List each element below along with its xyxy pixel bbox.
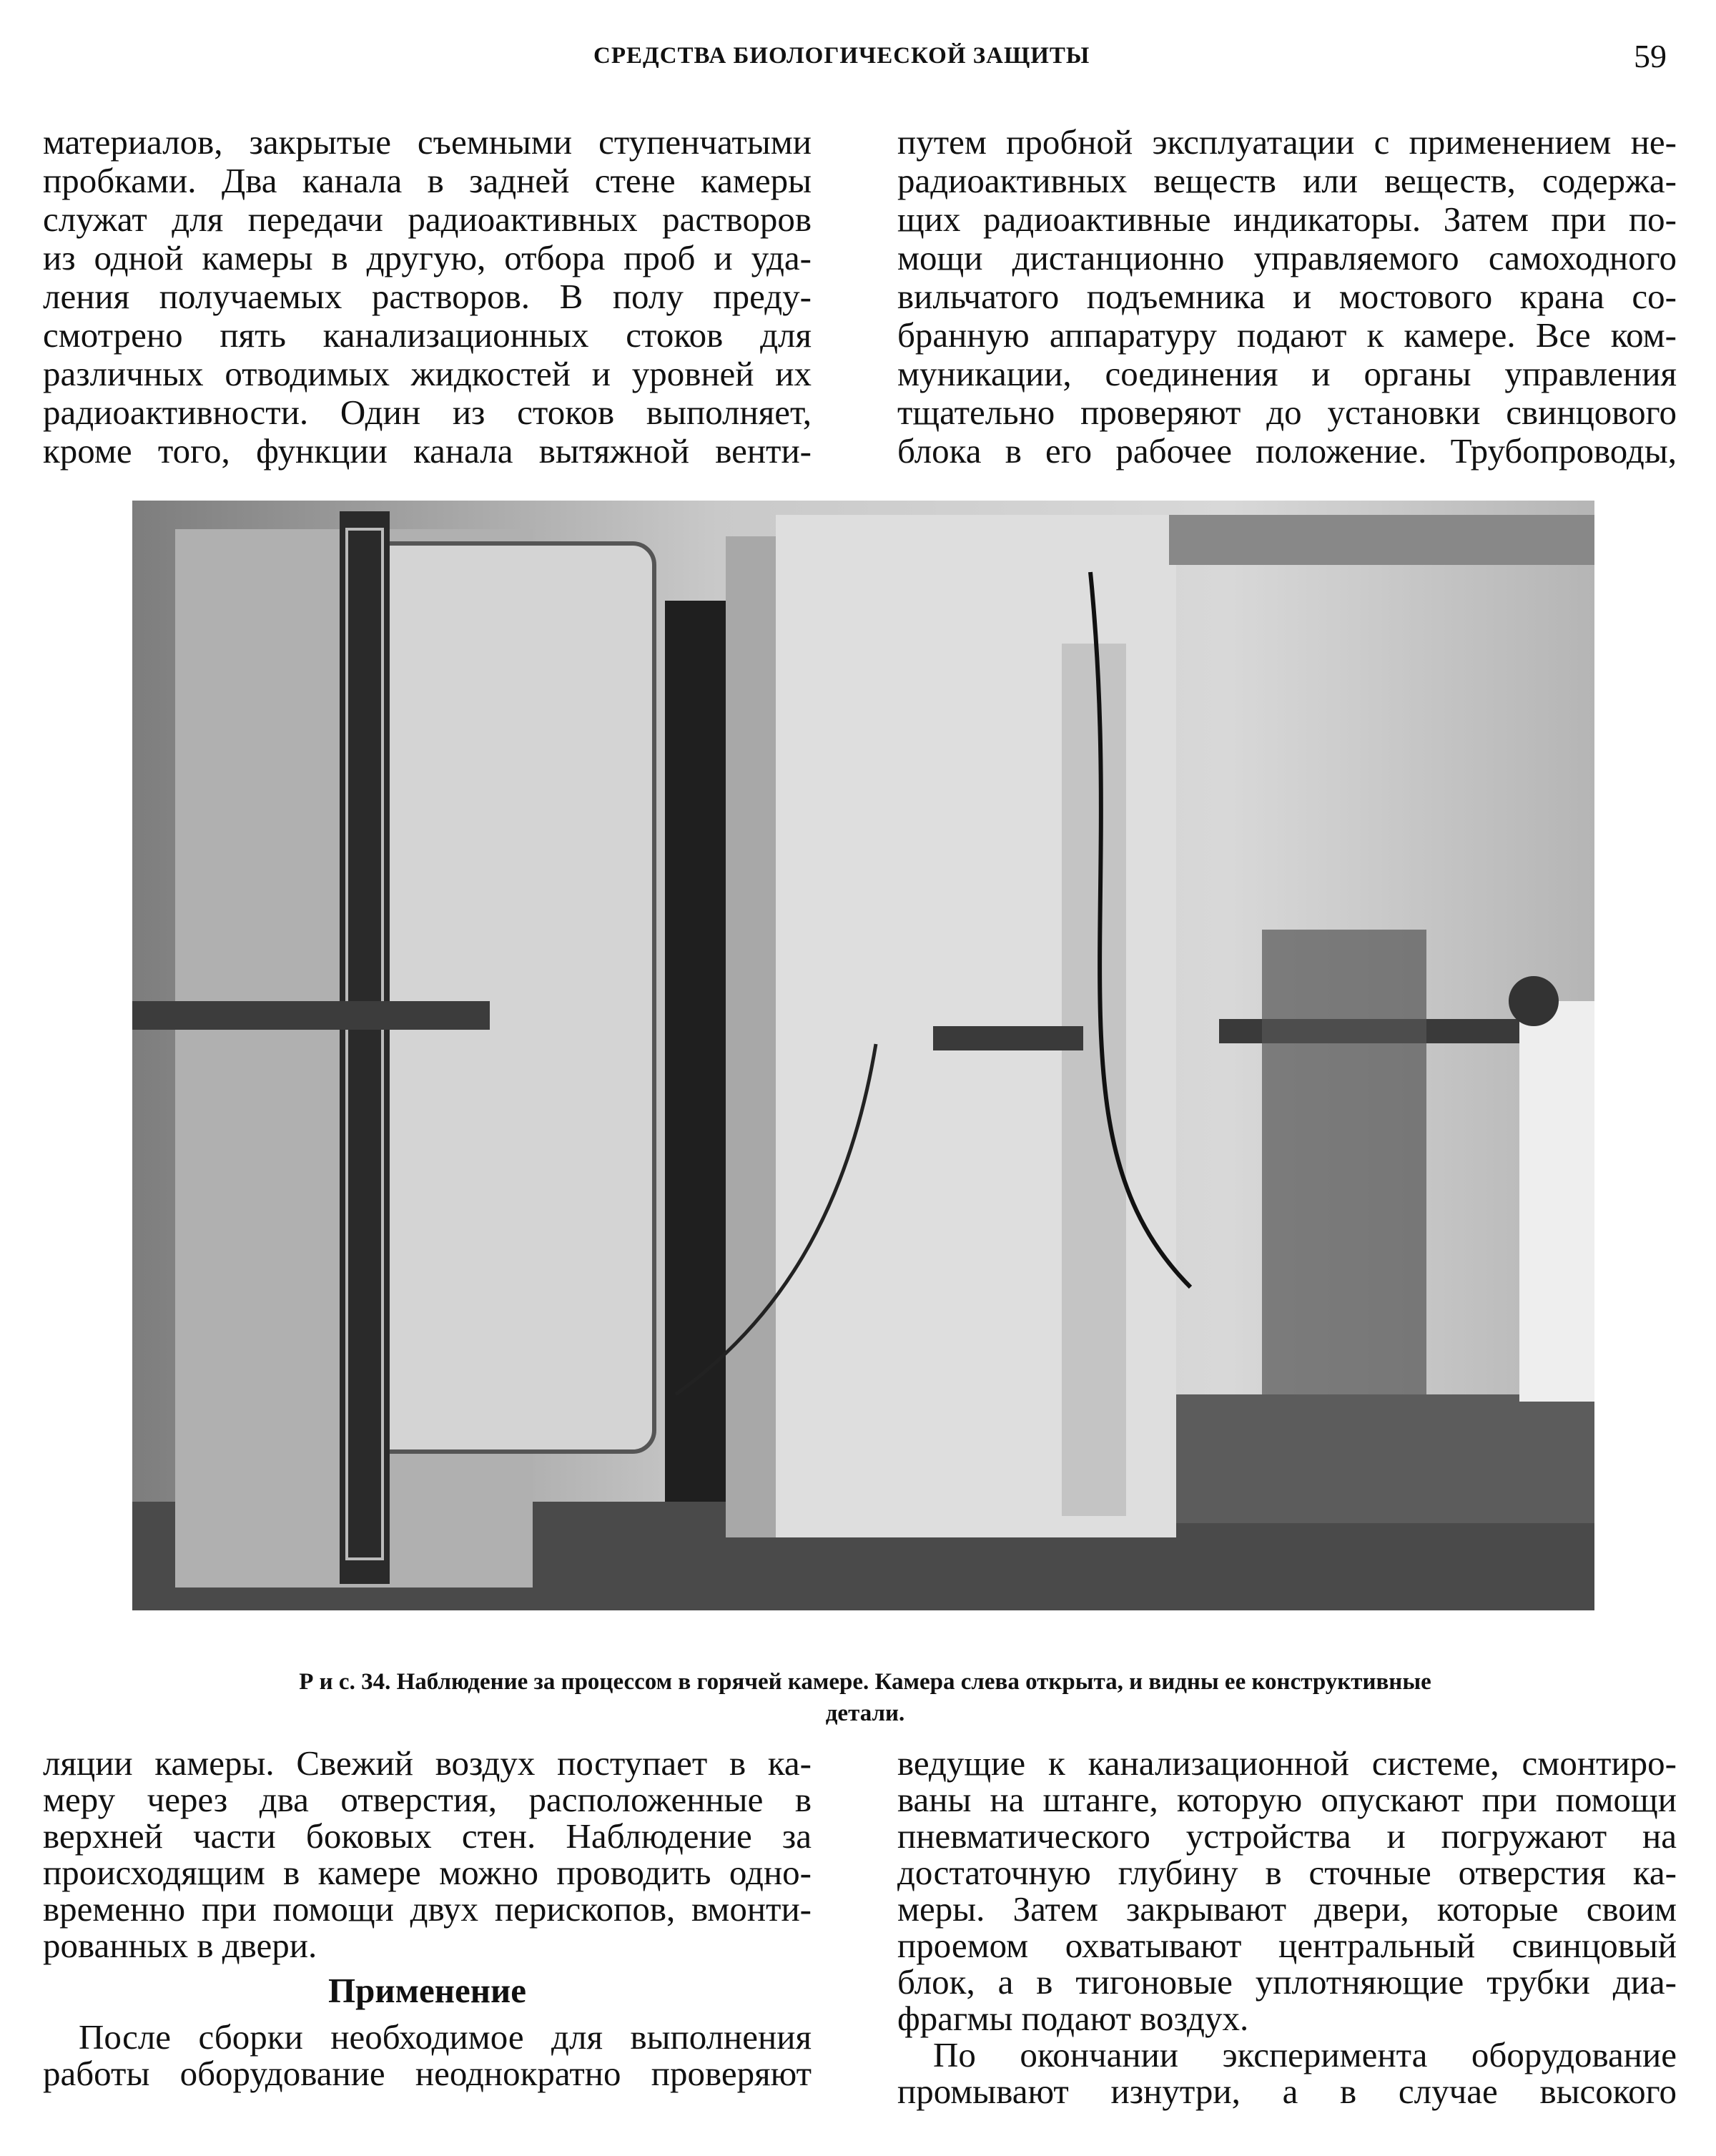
text-line: ведущие к канализационной системе, смонтиро- <box>897 1743 1677 1783</box>
text-line: пневматического устройства и погружают на <box>897 1816 1677 1856</box>
text-line: радиоактивных веществ или веществ, содержа- <box>897 161 1677 200</box>
text-line: бранную аппаратуру подают к камере. Все ком- <box>897 315 1677 355</box>
text-line: После сборки необходимое для выполнения <box>79 2017 812 2057</box>
caption-text: Наблюдение за процессом в горячей камере. Камера слева открыта, и видны ее конструктивные <box>396 1669 1431 1695</box>
running-title: СРЕДСТВА БИОЛОГИЧЕСКОЙ ЗАЩИТЫ <box>593 43 1090 69</box>
text-line: меру через два отверстия, расположенные в <box>43 1780 812 1819</box>
text-line: путем пробной эксплуатации с применением не- <box>897 122 1677 162</box>
text-line: ваны на штанге, которую опускают при помощи <box>897 1780 1677 1819</box>
text-line: радиоактивности. Один из стоков выполняет, <box>43 393 812 432</box>
text-line: временно при помощи двух перископов, вмонти- <box>43 1889 812 1929</box>
text-line: смотрено пять канализационных стоков для <box>43 315 812 355</box>
top-right-column <box>897 123 1677 471</box>
text-line: По окончании эксперимента оборудование <box>933 2035 1677 2074</box>
figure-caption <box>154 1666 1577 1729</box>
text-line: из одной камеры в другую, отбора проб и уда- <box>43 238 812 277</box>
text-line: мощи дистанционно управляемого самоходного <box>897 238 1677 277</box>
text-line: верхней части боковых стен. Наблюдение за <box>43 1816 812 1856</box>
text-line: ления получаемых растворов. В полу преду- <box>43 277 812 316</box>
hot-cell-photo <box>132 501 1594 1610</box>
caption-line-1 <box>154 1666 1577 1698</box>
bottom-right-column <box>897 1745 1677 2110</box>
text-line: различных отводимых жидкостей и уровней их <box>43 354 812 393</box>
text-line: служат для передачи радиоактивных растворов <box>43 200 812 239</box>
text-line: щих радиоактивные индикаторы. Затем при по- <box>897 200 1677 239</box>
text-line: меры. Затем закрывают двери, которые своим <box>897 1889 1677 1929</box>
text-line: проемом охватывают центральный свинцовый <box>897 1926 1677 1965</box>
text-line: материалов, закрытые съемными ступенчатыми <box>43 122 812 162</box>
text-line: происходящим в камере можно проводить одно- <box>43 1853 812 1892</box>
text-line: пробками. Два канала в задней стене камеры <box>43 161 812 200</box>
caption-line-2: детали. <box>825 1700 905 1726</box>
text-line: работы оборудование неоднократно проверяют <box>43 2054 812 2093</box>
text-line: фрагмы подают воздух. <box>897 1999 1249 2038</box>
page-number: 59 <box>1634 38 1667 74</box>
text-line: вильчатого подъемника и мостового крана со- <box>897 277 1677 316</box>
text-line: муникации, соединения и органы управления <box>897 354 1677 393</box>
text-line: блок, а в тигоновые уплотняющие трубки диа- <box>897 1962 1677 2002</box>
text-line: кроме того, функции канала вытяжной венти- <box>43 431 812 471</box>
text-line: достаточную глубину в сточные отверстия ка- <box>897 1853 1677 1892</box>
text-line: рованных в двери. <box>43 1926 317 1965</box>
caption-label: Р и с. 34. <box>299 1669 391 1695</box>
photo-illustration <box>132 501 1594 1610</box>
text-line: ляции камеры. Свежий воздух поступает в ка- <box>43 1743 812 1783</box>
text-line: блока в его рабочее положение. Трубопроводы, <box>897 431 1677 471</box>
top-left-column <box>43 123 812 471</box>
text-line: тщательно проверяют до установки свинцового <box>897 393 1677 432</box>
section-heading: Применение <box>328 1971 526 2010</box>
text-line: промывают изнутри, а в случае высокого <box>897 2072 1677 2111</box>
bottom-left-column <box>43 1745 812 2092</box>
